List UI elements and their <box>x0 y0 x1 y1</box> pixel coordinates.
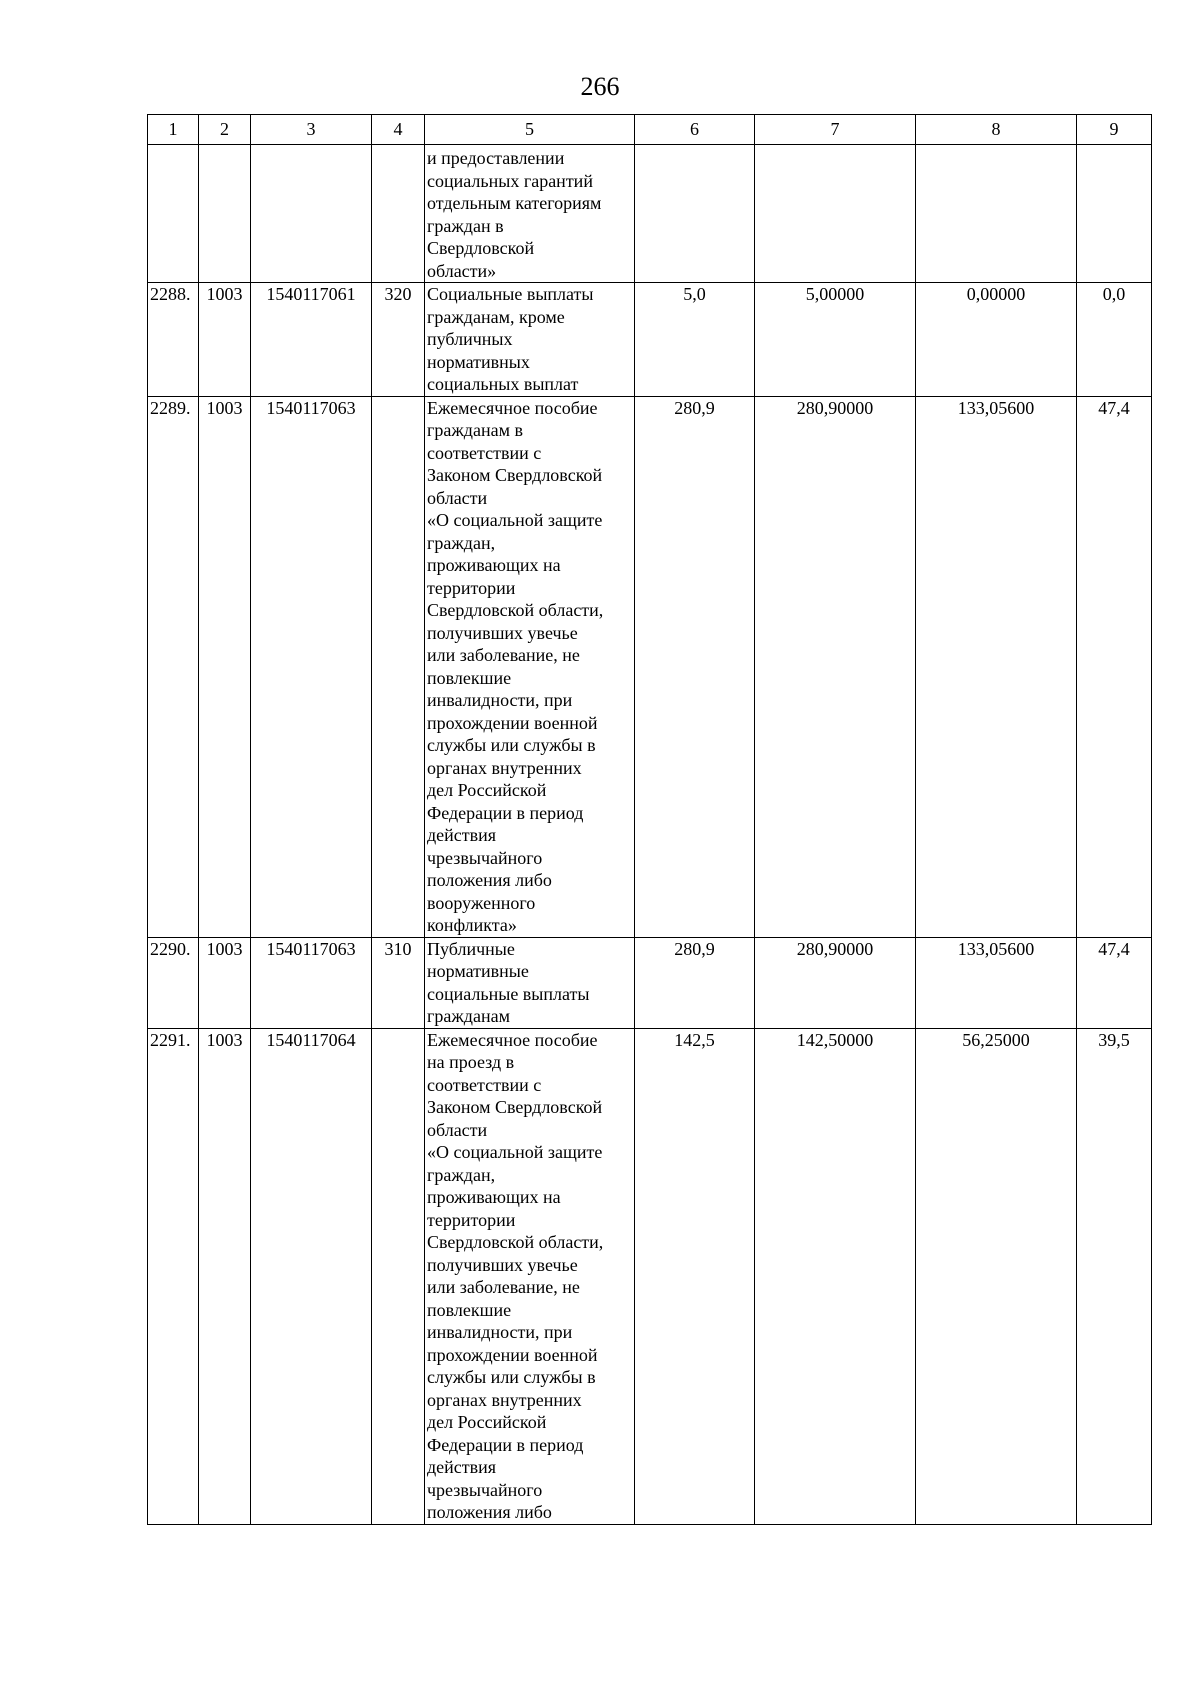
table-row <box>148 1028 1152 1524</box>
column-header: 6 <box>635 115 755 145</box>
value-col-9 <box>1077 145 1152 283</box>
header-row <box>148 115 1152 145</box>
row-number: 2291. <box>148 1028 199 1524</box>
page-number: 266 <box>580 72 620 101</box>
value-col-6: 280,9 <box>635 396 755 937</box>
target-code: 1540117063 <box>251 396 372 937</box>
value-col-9: 39,5 <box>1077 1028 1152 1524</box>
table-row <box>148 937 1152 1028</box>
column-header: 4 <box>372 115 425 145</box>
expense-type-code <box>372 1028 425 1524</box>
row-number: 2290. <box>148 937 199 1028</box>
expense-type-code <box>372 396 425 937</box>
target-code: 1540117061 <box>251 283 372 397</box>
value-col-6: 142,5 <box>635 1028 755 1524</box>
value-col-9: 47,4 <box>1077 396 1152 937</box>
table-row <box>148 283 1152 397</box>
value-col-9: 0,0 <box>1077 283 1152 397</box>
column-header: 3 <box>251 115 372 145</box>
column-header: 7 <box>755 115 916 145</box>
target-code: 1540117063 <box>251 937 372 1028</box>
value-col-7: 280,90000 <box>755 396 916 937</box>
value-col-8 <box>916 145 1077 283</box>
value-col-9: 47,4 <box>1077 937 1152 1028</box>
value-col-8: 56,25000 <box>916 1028 1077 1524</box>
value-col-8: 133,05600 <box>916 396 1077 937</box>
budget-table <box>147 114 1152 1525</box>
value-col-7 <box>755 145 916 283</box>
value-col-7: 5,00000 <box>755 283 916 397</box>
table-row <box>148 145 1152 283</box>
target-code <box>251 145 372 283</box>
value-col-7: 280,90000 <box>755 937 916 1028</box>
row-description: Публичные нормативные социальные выплаты гражданам <box>425 937 635 1028</box>
column-header: 2 <box>199 115 251 145</box>
row-description: Социальные выплаты гражданам, кроме публичных нормативных социальных выплат <box>425 283 635 397</box>
section-code <box>199 145 251 283</box>
table-row <box>148 396 1152 937</box>
value-col-7: 142,50000 <box>755 1028 916 1524</box>
row-number: 2288. <box>148 283 199 397</box>
row-description: Ежемесячное пособие гражданам в соответствии с Законом Свердловской области «О социальной защите граждан, проживающих на территории Свердловской области, получивших увечье или заболевание, не повлекшие инвалидности, при прохождении военной службы или службы в органах внутренних дел Российской Федерации в период действия чрезвычайного положения либо вооруженного конфликта» <box>425 396 635 937</box>
row-description: Ежемесячное пособие на проезд в соответствии с Законом Свердловской области «О социальной защите граждан, проживающих на территории Свердловской области, получивших увечье или заболевание, не повлекшие инвалидности, при прохождении военной службы или службы в органах внутренних дел Российской Федерации в период действия чрезвычайного положения либо <box>425 1028 635 1524</box>
column-header: 9 <box>1077 115 1152 145</box>
column-header: 1 <box>148 115 199 145</box>
section-code: 1003 <box>199 937 251 1028</box>
column-header: 8 <box>916 115 1077 145</box>
expense-type-code <box>372 145 425 283</box>
section-code: 1003 <box>199 1028 251 1524</box>
expense-type-code: 310 <box>372 937 425 1028</box>
section-code: 1003 <box>199 396 251 937</box>
section-code: 1003 <box>199 283 251 397</box>
value-col-8: 0,00000 <box>916 283 1077 397</box>
expense-type-code: 320 <box>372 283 425 397</box>
row-number <box>148 145 199 283</box>
value-col-6: 5,0 <box>635 283 755 397</box>
column-header: 5 <box>425 115 635 145</box>
target-code: 1540117064 <box>251 1028 372 1524</box>
value-col-6 <box>635 145 755 283</box>
row-number: 2289. <box>148 396 199 937</box>
value-col-6: 280,9 <box>635 937 755 1028</box>
row-description: и предоставлении социальных гарантий отдельным категориям граждан в Свердловской области» <box>425 145 635 283</box>
value-col-8: 133,05600 <box>916 937 1077 1028</box>
